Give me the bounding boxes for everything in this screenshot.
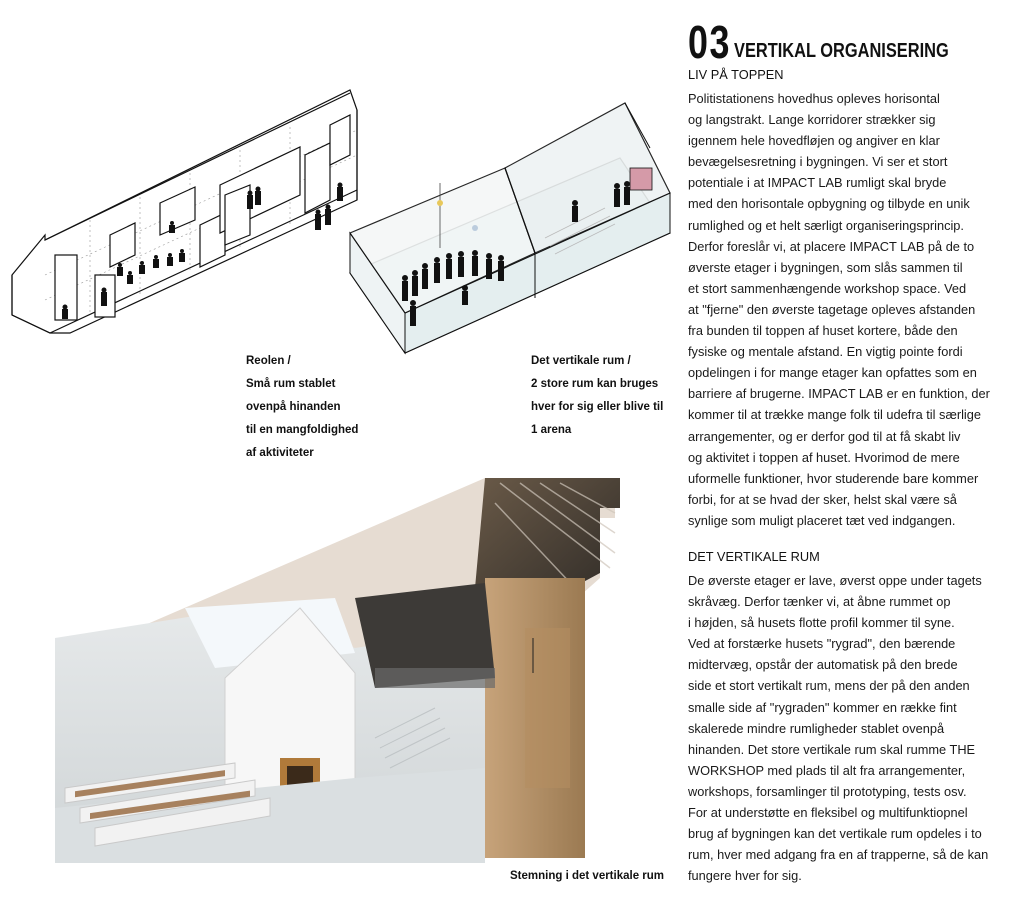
text-line: i højden, så husets flotte profil kommer til syne.	[688, 615, 955, 631]
page-title: VERTIKAL ORGANISERING	[733, 40, 949, 62]
axonometric-reolen	[10, 85, 360, 345]
text-line: rumlighed og et helt særligt organiseringsprincip.	[688, 217, 964, 233]
caption-line: af aktiviteter	[246, 447, 314, 459]
section-number: 03	[688, 16, 732, 68]
axonometric-reolen-drawing	[10, 85, 360, 345]
text-line: kommer til at trække mange folk til udefra til særlige	[688, 407, 982, 423]
caption-line: ovenpå hinanden	[246, 401, 341, 413]
text-line: uformelle funktioner, hvor studerende bare kommer	[688, 470, 979, 486]
text-line: og langstrakt. Lange korridorer strækker sig	[688, 112, 936, 128]
text-line: Politistationens hovedhus opleves horisontal	[688, 91, 940, 106]
collage-image	[55, 478, 685, 863]
text-line: arrangementer, og er derfor god til at få skabt liv	[688, 428, 961, 444]
paragraph-liv-paa-toppen	[688, 88, 1018, 531]
text-line: hinanden. Det store vertikale rum skal rumme THE	[688, 741, 976, 757]
text-line: De øverste etager er lave, øverst oppe under tagets	[688, 573, 982, 588]
page-heading	[688, 18, 1008, 68]
axonometric-vertical-room-drawing	[345, 88, 675, 358]
text-line: side et stort vertikalt rum, mens der på den anden	[688, 678, 970, 694]
text-line: smalle side af "rygraden" kommer en række fint	[688, 699, 957, 715]
text-line: WORKSHOP med plads til alt fra arrangementer,	[688, 762, 966, 778]
text-line: skalerede mindre rumligheder stablet ovenpå	[688, 720, 945, 736]
text-line: rum, hver med adgang fra en af trapperne, så de kan	[688, 847, 989, 863]
text-line: et stort sammenhængende workshop space. Ved	[688, 280, 967, 296]
text-line: workshops, forsamlinger til prototyping, tests osv.	[688, 783, 967, 799]
text-line: og aktivitet i toppen af huset. Hvorimod de mere	[688, 449, 960, 465]
caption-collage: Stemning i det vertikale rum	[510, 870, 665, 882]
text-line: potentiale i at IMPACT LAB rumligt skal bryde	[688, 175, 947, 191]
axonometric-vertical-room	[345, 88, 675, 358]
caption-vertical-room	[531, 350, 681, 442]
text-line: Ved at forstærke husets "rygrad", den bærende	[688, 636, 956, 652]
text-line: med den horisontale opbygning og tilbyde en unik	[688, 196, 970, 212]
text-line: opdelingen i for mange etager kan opfattes som en	[688, 365, 977, 381]
text-line: brug af bygningen kan det vertikale rum opdeles i to	[688, 826, 982, 842]
text-line: bevægelsesretning i bygningen. Vi ser et stort	[688, 154, 948, 170]
text-line: midtervæg, opstår der automatisk på den brede	[688, 657, 958, 673]
text-line: fra bunden til toppen af huset kortere, både den	[688, 323, 958, 339]
caption-line: Reolen /	[246, 355, 291, 367]
text-line: Derfor foreslår vi, at placere IMPACT LAB på de to	[688, 238, 975, 254]
subtitle-liv-paa-toppen: LIV PÅ TOPPEN	[688, 67, 784, 82]
atmosphere-collage	[55, 478, 685, 863]
caption-reolen	[246, 350, 386, 465]
caption-line: 1 arena	[531, 424, 572, 436]
caption-line: Det vertikale rum /	[531, 355, 631, 367]
caption-line: Små rum stablet	[246, 378, 336, 390]
text-line: at "fjerne" den øverste tagetage opleves afstanden	[688, 301, 976, 317]
caption-line: hver for sig eller blive til	[531, 401, 664, 413]
caption-line: 2 store rum kan bruges	[531, 378, 659, 390]
text-line: skråvæg. Derfor tænker vi, at åbne rummet op	[688, 594, 951, 610]
text-line: fungere hver for sig.	[688, 868, 802, 884]
caption-line: til en mangfoldighed	[246, 424, 359, 436]
text-line: igennem hele hovedfløjen og angiver en klar	[688, 133, 940, 149]
text-line: For at understøtte en fleksibel og multifunktiopnel	[688, 805, 968, 821]
text-line: forbi, for at se hvad der sker, helst skal være så	[688, 491, 957, 507]
text-line: barriere af brugerne. IMPACT LAB er en funktion, der	[688, 386, 990, 402]
text-line: øverste etager i bygningen, som slås sammen til	[688, 259, 963, 275]
text-line: fysiske og mentale afstand. En vigtig pointe fordi	[688, 344, 963, 360]
text-line: synlige som muligt placeret tæt ved indgangen.	[688, 512, 956, 528]
subtitle-det-vertikale-rum: DET VERTIKALE RUM	[688, 549, 820, 564]
paragraph-det-vertikale-rum	[688, 570, 1018, 886]
